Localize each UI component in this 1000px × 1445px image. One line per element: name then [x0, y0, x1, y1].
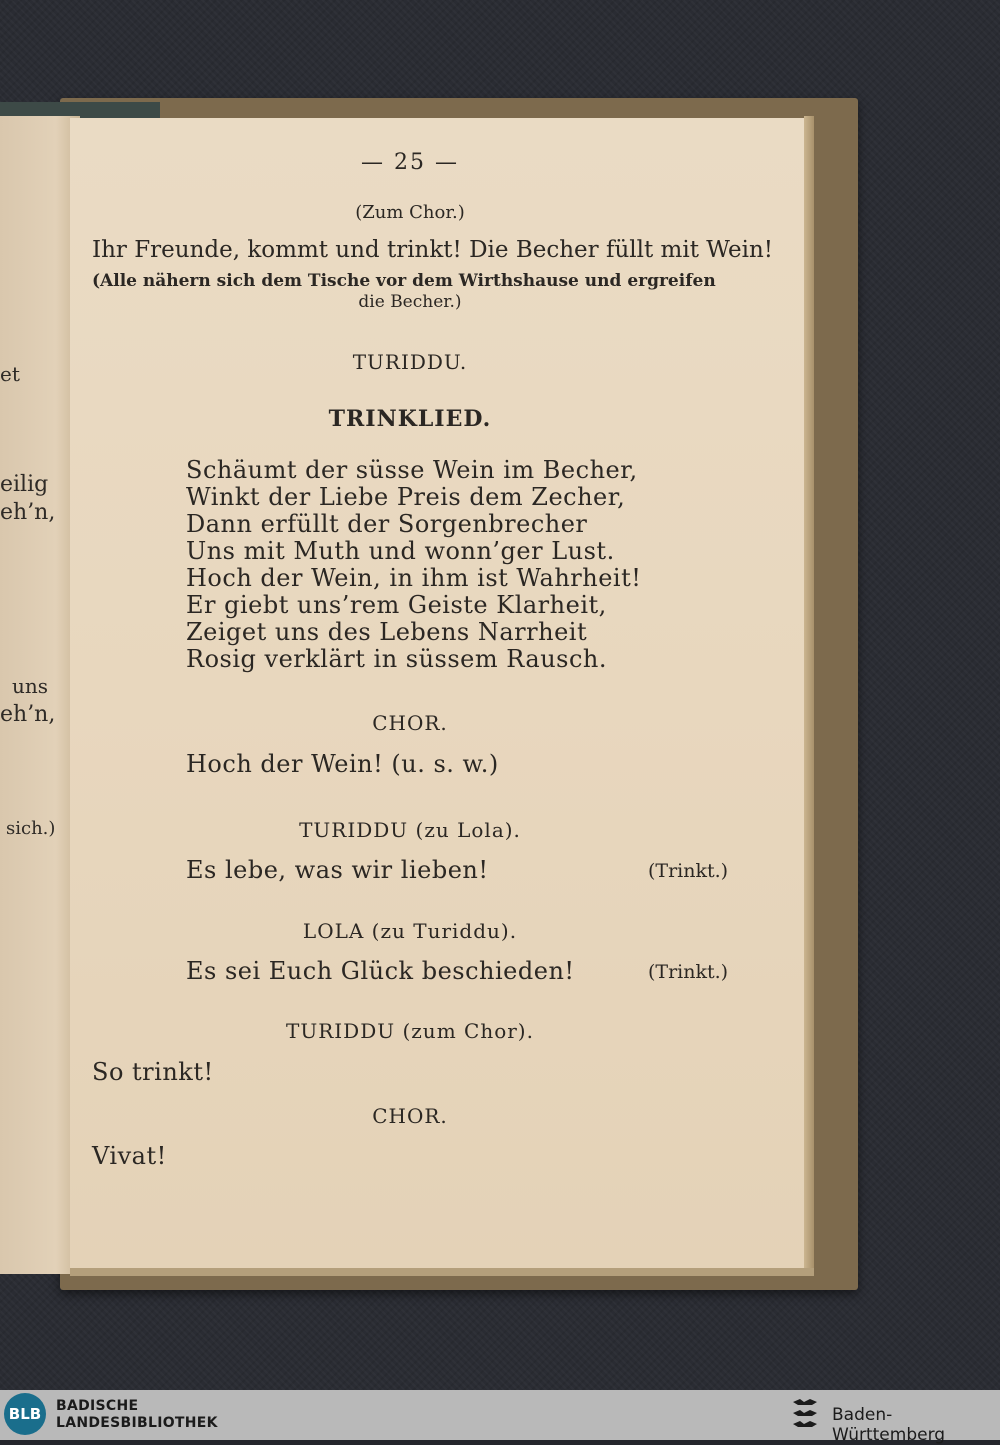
library-name[interactable]	[56, 1398, 218, 1432]
left-page-fragment: sich.)	[6, 818, 56, 839]
verse-line: Schäumt der süsse Wein im Becher,	[186, 456, 638, 484]
verse-line: Es lebe, was wir lieben!	[186, 856, 489, 884]
speaker-name: LOLA (zu Turiddu).	[302, 919, 518, 943]
verse-line: Winkt der Liebe Preis dem Zecher,	[186, 483, 626, 511]
left-page-fragment: et	[0, 362, 20, 386]
page-edge	[804, 116, 814, 1274]
page-bottom-edge	[70, 1268, 814, 1276]
speaker-name: TURIDDU.	[352, 350, 468, 374]
speaker-name: TURIDDU (zu Lola).	[299, 818, 521, 842]
speaker-name: TURIDDU (zum Chor).	[286, 1019, 534, 1043]
stage-direction: (Alle nähern sich dem Tische vor dem Wirthshause und ergreifen	[92, 271, 716, 291]
verse-line: Rosig verklärt in süssem Rausch.	[186, 645, 607, 673]
left-page-fragment: uns	[12, 674, 49, 698]
footer-bar	[0, 1390, 1000, 1445]
left-page	[0, 116, 80, 1274]
stage-direction: (Trinkt.)	[648, 860, 729, 882]
song-title: TRINKLIED.	[328, 406, 492, 432]
verse-line: Uns mit Muth und wonn’ger Lust.	[186, 537, 615, 565]
verse-line: Es sei Euch Glück beschieden!	[186, 957, 575, 985]
left-page-fragment: eh’n,	[0, 500, 56, 525]
left-page-fragment: eh’n,	[0, 702, 56, 727]
blb-logo-icon[interactable]: BLB	[4, 1393, 46, 1435]
verse-line: Hoch der Wein! (u. s. w.)	[186, 750, 499, 778]
verse-line: Hoch der Wein, in ihm ist Wahrheit!	[186, 564, 642, 592]
stage-direction: (Trinkt.)	[648, 961, 729, 983]
stage-direction: die Becher.)	[358, 292, 462, 312]
library-name-line: LANDESBIBLIOTHEK	[56, 1415, 218, 1431]
stage-direction: (Zum Chor.)	[355, 202, 465, 223]
page-number: — 25 —	[361, 150, 459, 175]
verse-line: Dann erfüllt der Sorgenbrecher	[186, 510, 588, 538]
left-page-fragment: eilig	[0, 472, 49, 497]
verse-line: Zeiget uns des Lebens Narrheit	[186, 618, 588, 646]
library-name-line: BADISCHE	[56, 1398, 139, 1414]
speaker-name: CHOR.	[372, 711, 448, 735]
book-page	[70, 118, 808, 1270]
lions-crest-icon	[790, 1396, 820, 1434]
verse-line: So trinkt!	[92, 1058, 214, 1086]
speaker-name: CHOR.	[372, 1104, 448, 1128]
state-name[interactable]: Baden-Württemberg	[832, 1405, 946, 1445]
verse-line: Er giebt uns’rem Geiste Klarheit,	[186, 591, 607, 619]
verse-line: Ihr Freunde, kommt und trinkt! Die Becher füllt mit Wein!	[92, 237, 774, 263]
verse-line: Vivat!	[92, 1142, 167, 1170]
